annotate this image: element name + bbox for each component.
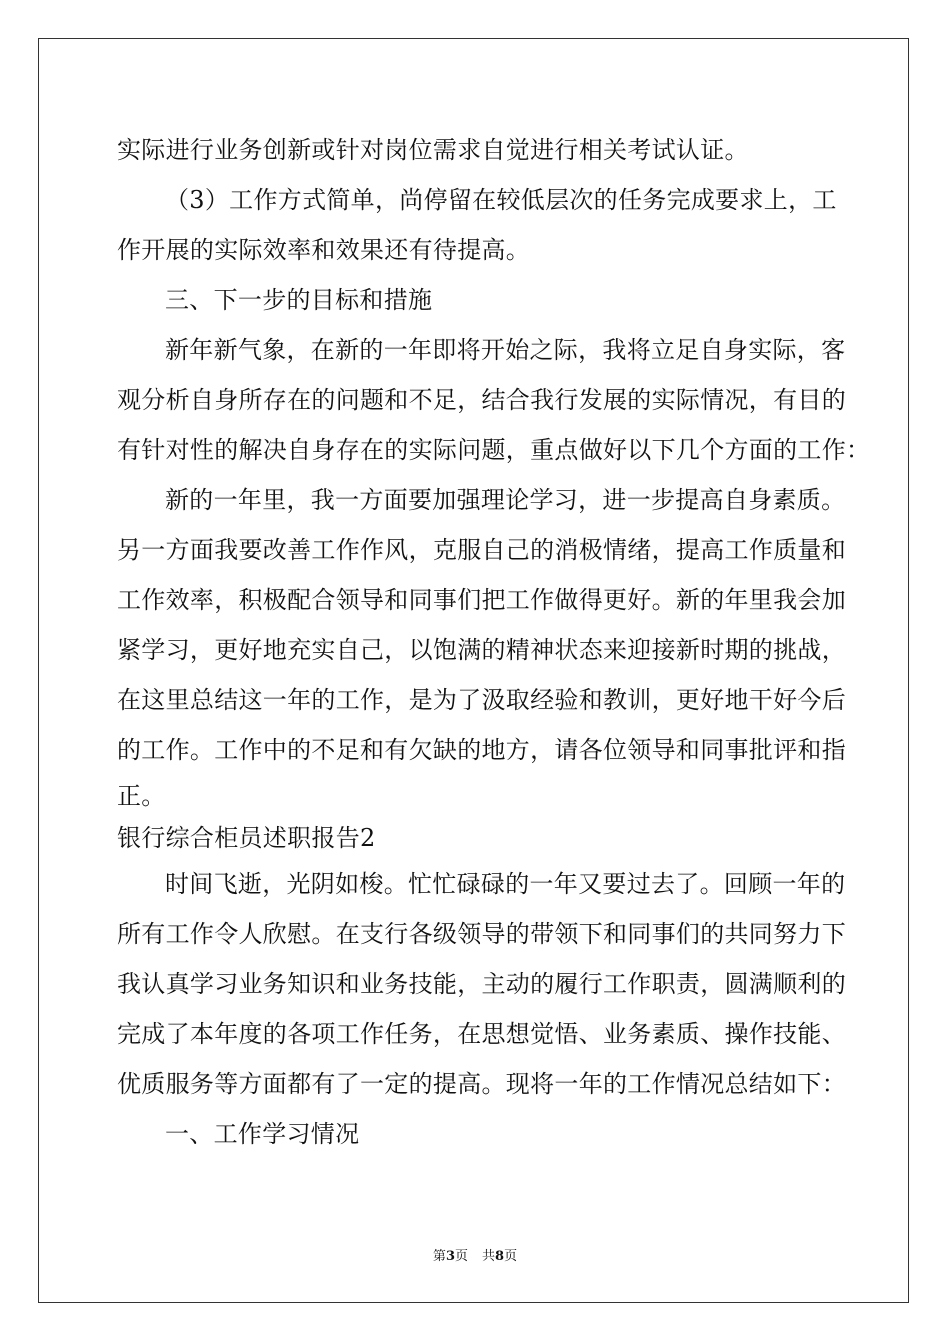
page-footer [0, 1245, 950, 1264]
total-page-number: 8 [495, 1249, 505, 1264]
text-line: 正。 [117, 782, 166, 810]
text-line: 在这里总结这一年的工作，是为了汲取经验和教训，更好地干好今后 [117, 686, 846, 714]
text-line: 观分析自身所存在的问题和不足，结合我行发展的实际情况，有目的 [117, 386, 846, 414]
text-line: 作开展的实际效率和效果还有待提高。 [117, 236, 531, 264]
page-suffix: 页 [454, 1249, 468, 1264]
text-line: 我认真学习业务知识和业务技能，主动的履行工作职责，圆满顺利的 [117, 970, 846, 998]
text-line: 完成了本年度的各项工作任务，在思想觉悟、业务素质、操作技能、 [117, 1020, 846, 1048]
text-line: 有针对性的解决自身存在的实际问题，重点做好以下几个方面的工作： [117, 436, 871, 464]
text-line: （3）工作方式简单，尚停留在较低层次的任务完成要求上，工 [165, 186, 837, 214]
text-line: 所有工作令人欣慰。在支行各级领导的带领下和同事们的共同努力下 [117, 920, 846, 948]
text-line: 的工作。工作中的不足和有欠缺的地方，请各位领导和同事批评和指 [117, 736, 846, 764]
document-body [117, 125, 871, 1159]
section-heading: 三、下一步的目标和措施 [165, 286, 433, 314]
total-prefix: 共 [482, 1249, 496, 1264]
current-page-number: 3 [445, 1249, 455, 1264]
document-title: 银行综合柜员述职报告2 [117, 824, 376, 852]
text-line: 紧学习，更好地充实自己，以饱满的精神状态来迎接新时期的挑战， [117, 636, 846, 664]
text-line: 另一方面我要改善工作作风，克服自己的消极情绪，提高工作质量和 [117, 536, 846, 564]
page-prefix: 第 [432, 1249, 446, 1264]
text-line: 工作效率，积极配合领导和同事们把工作做得更好。新的年里我会加 [117, 586, 846, 614]
text-line: 新的一年里，我一方面要加强理论学习，进一步提高自身素质。 [165, 486, 846, 514]
text-line: 时间飞逝，光阴如梭。忙忙碌碌的一年又要过去了。回顾一年的 [165, 870, 846, 898]
total-suffix: 页 [504, 1249, 518, 1264]
text-line: 新年新气象，在新的一年即将开始之际，我将立足自身实际，客 [165, 336, 846, 364]
section-heading: 一、工作学习情况 [165, 1120, 360, 1148]
text-line: 实际进行业务创新或针对岗位需求自觉进行相关考试认证。 [117, 136, 749, 164]
text-line: 优质服务等方面都有了一定的提高。现将一年的工作情况总结如下： [117, 1070, 846, 1098]
